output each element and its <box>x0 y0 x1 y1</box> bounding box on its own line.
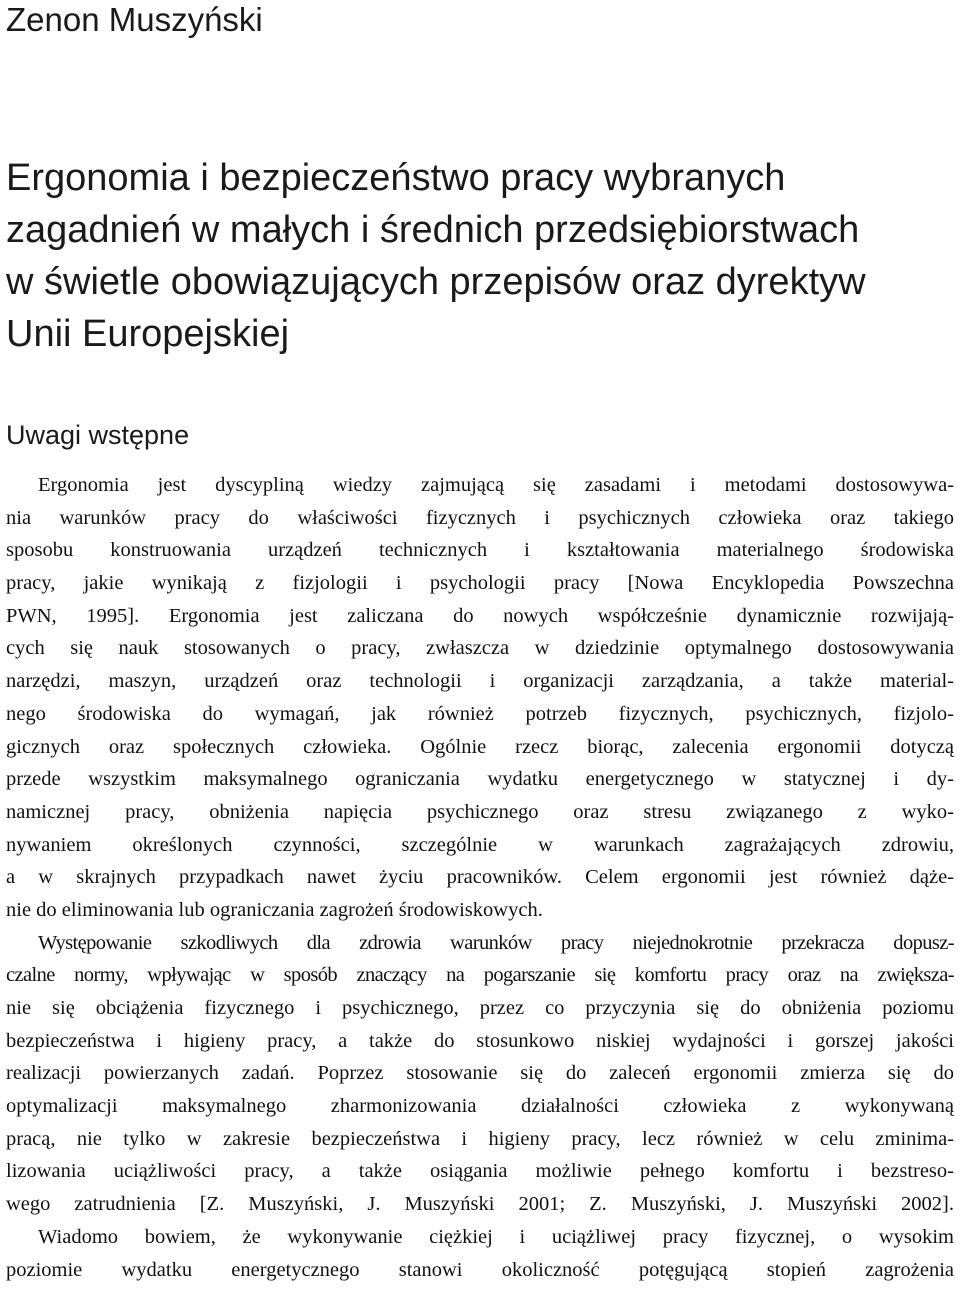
paragraph-line: optymalizacji maksymalnego zharmonizowania działalności człowieka z wykonywaną <box>6 1095 954 1118</box>
paragraph-line: namicznej pracy, obniżenia napięcia psychicznego oraz stresu związanego z wyko- <box>6 800 954 823</box>
paragraph-line: a w skrajnych przypadkach nawet życiu pracowników. Celem ergonomii jest również dąże- <box>6 866 954 889</box>
article-title <box>6 152 866 360</box>
paragraph-line: PWN, 1995]. Ergonomia jest zaliczana do nowych współcześnie dynamicznie rozwijają- <box>6 604 954 627</box>
section-heading: Uwagi wstępne <box>6 420 190 450</box>
title-line: w świetle obowiązujących przepisów oraz dyrektyw <box>6 261 866 303</box>
paragraph-line: poziomie wydatku energetycznego stanowi okoliczność potęgującą stopień zagrożenia <box>6 1258 954 1281</box>
title-line: Unii Europejskiej <box>6 313 290 355</box>
paragraph-line: przede wszystkim maksymalnego ograniczania wydatku energetycznego w statycznej i dy- <box>6 768 954 791</box>
paragraph-line: nie się obciążenia fizycznego i psychicznego, przez co przyczynia się do obniżenia poziomu <box>6 997 954 1019</box>
title-line: zagadnień w małych i średnich przedsiębiorstwach <box>6 209 860 251</box>
title-line: Ergonomia i bezpieczeństwo pracy wybranych <box>6 157 786 199</box>
paragraph-line: gicznych oraz społecznych człowieka. Ogólnie rzecz biorąc, zalecenia ergonomii dotyczą <box>6 735 954 758</box>
paragraph-line: czalne normy, wpływając w sposób znaczący na pogarszanie się komfortu pracy oraz na zwiększa- <box>6 964 954 987</box>
paragraph-line: realizacji powierzanych zadań. Poprzez stosowanie się do zaleceń ergonomii zmierza się do <box>6 1062 954 1085</box>
paragraph-line: cych się nauk stosowanych o pracy, zwłaszcza w dziedzinie optymalnego dostosowywania <box>6 637 954 660</box>
paragraph-line: lizowania uciążliwości pracy, a także osiągania możliwie pełnego komfortu i bezstreso- <box>6 1160 954 1183</box>
paragraph-line: sposobu konstruowania urządzeń technicznych i kształtowania materialnego środowiska <box>6 539 954 562</box>
paragraph-line: Wiadomo bowiem, że wykonywanie ciężkiej i uciążliwej pracy fizycznej, o wysokim <box>38 1225 954 1248</box>
paragraph-line: pracą, nie tylko w zakresie bezpieczeństwa i higieny pracy, lecz również w celu zminima- <box>6 1127 954 1150</box>
paragraph-line: Występowanie szkodliwych dla zdrowia warunków pracy niejednokrotnie przekracza dopusz- <box>38 931 954 954</box>
paragraph-line: narzędzi, maszyn, urządzeń oraz technologii i organizacji zarządzania, a także material- <box>6 670 954 693</box>
body-text <box>6 469 954 1286</box>
author-name: Zenon Muszyński <box>6 1 263 38</box>
paragraph-line: nego środowiska do wymagań, jak również potrzeb fizycznych, psychicznych, fizjolo- <box>6 702 954 725</box>
paragraph-line: nia warunków pracy do właściwości fizycznych i psychicznych człowieka oraz takiego <box>6 506 954 529</box>
paragraph-line: wego zatrudnienia [Z. Muszyński, J. Muszyński 2001; Z. Muszyński, J. Muszyński 2002]. <box>6 1193 954 1216</box>
paragraph-line: nie do eliminowania lub ograniczania zagrożeń środowiskowych. <box>6 898 543 921</box>
paragraph-line: pracy, jakie wynikają z fizjologii i psychologii pracy [Nowa Encyklopedia Powszechna <box>6 572 954 595</box>
paragraph-line: Ergonomia jest dyscypliną wiedzy zajmującą się zasadami i metodami dostosowywa- <box>38 474 954 496</box>
paragraph-line: bezpieczeństwa i higieny pracy, a także do stosunkowo niskiej wydajności i gorszej jakości <box>6 1029 954 1052</box>
paragraph-line: nywaniem określonych czynności, szczególnie w warunkach zagrażających zdrowiu, <box>6 833 954 856</box>
